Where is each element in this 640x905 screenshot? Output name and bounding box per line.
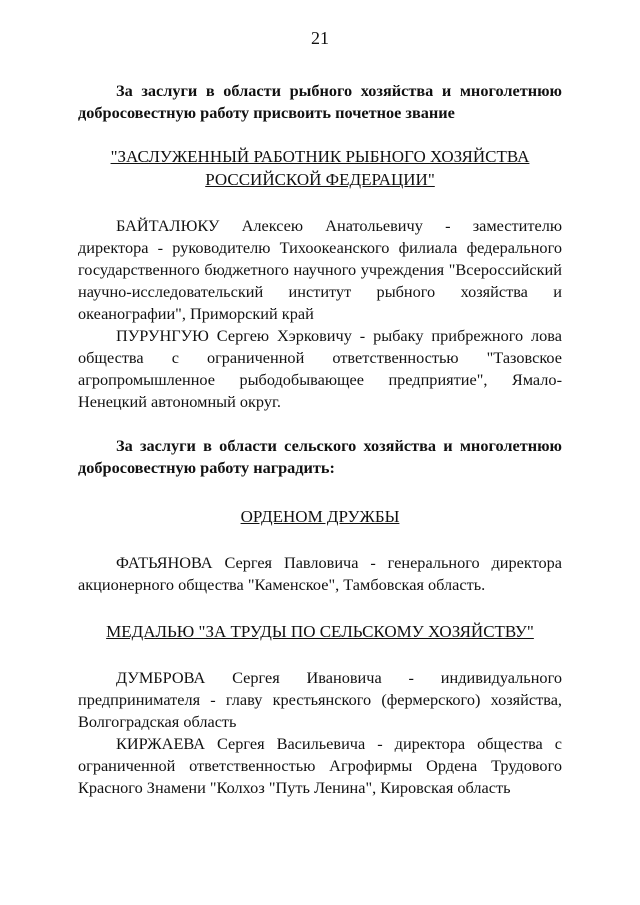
award-title-honored-fisheries-worker (78, 145, 562, 191)
award-entry: ФАТЬЯНОВА Сергея Павловича - генерального директора акционерного общества "Каменское", Тамбовская область. (78, 553, 562, 594)
section-intro-agriculture: За заслуги в области сельского хозяйства и многолетнюю добросовестную работу наградить: (78, 436, 562, 477)
award-title-agriculture-medal: МЕДАЛЬЮ "ЗА ТРУДЫ ПО СЕЛЬСКОМУ ХОЗЯЙСТВУ" (106, 622, 534, 641)
award-entry: ДУМБРОВА Сергея Ивановича - индивидуального предпринимателя - главу крестьянского (фермерского) хозяйства, Волгоградская область (78, 668, 562, 731)
award-title-order-of-friendship: ОРДЕНОМ ДРУЖБЫ (240, 507, 400, 526)
section-intro-fisheries: За заслуги в области рыбного хозяйства и многолетнюю добросовестную работу присвоить почетное звание (78, 81, 562, 122)
award-title-line-2: РОССИЙСКОЙ ФЕДЕРАЦИИ" (205, 170, 435, 189)
page-number: 21 (311, 28, 329, 48)
award-entry: БАЙТАЛЮКУ Алексею Анатольевичу - заместителю директора - руководителю Тихоокеанского филиала федерального государственного бюджетного научного учреждения "Всероссийский научно-исследовательский институт рыбного хозяйства и океанографии", Приморский край (78, 216, 562, 323)
award-entry: ПУРУНГУЮ Сергею Хэрковичу - рыбаку прибрежного лова общества с ограниченной ответственностью "Тазовское агропромышленное рыбодобывающее предприятие", Ямало-Ненецкий автономный округ. (78, 326, 562, 411)
document-body (78, 80, 562, 799)
award-title-line-1: "ЗАСЛУЖЕННЫЙ РАБОТНИК РЫБНОГО ХОЗЯЙСТВА (110, 147, 530, 166)
award-entry: КИРЖАЕВА Сергея Васильевича - директора общества с ограниченной ответственностью Агрофирмы Ордена Трудового Красного Знамени "Колхоз "Путь Ленина", Кировская область (78, 734, 562, 797)
